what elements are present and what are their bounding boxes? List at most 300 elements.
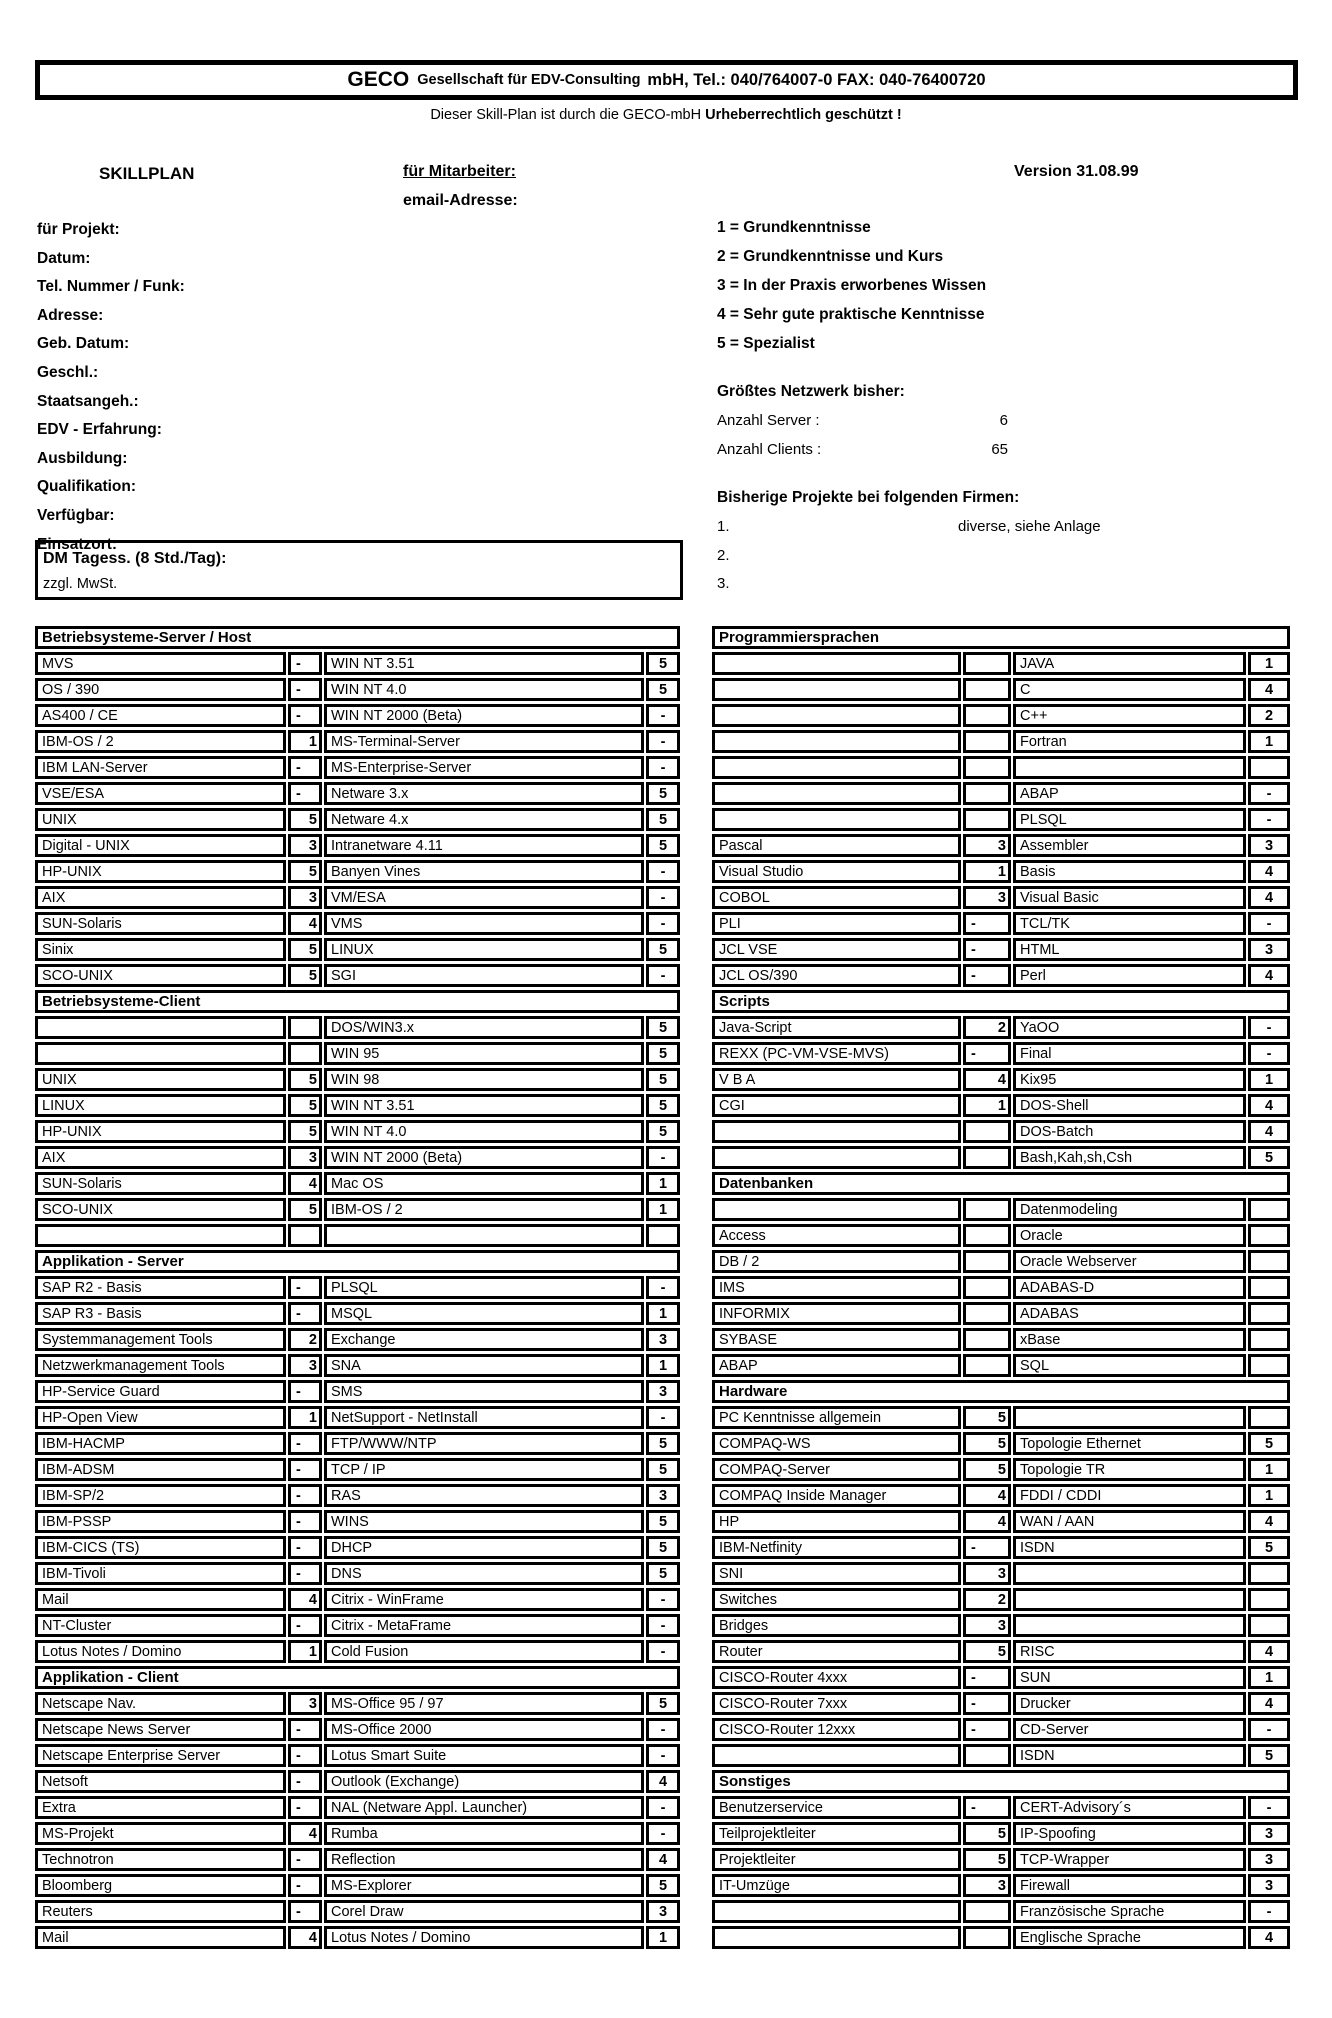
skill-name-cell: DHCP xyxy=(324,1536,644,1559)
skill-value-cell: - xyxy=(288,1458,322,1481)
skill-name-cell: Rumba xyxy=(324,1822,644,1845)
skill-value-cell: 2 xyxy=(1248,704,1290,727)
skill-name-cell: Citrix - WinFrame xyxy=(324,1588,644,1611)
skill-name-cell: WIN NT 3.51 xyxy=(324,652,644,675)
network-row-label: Anzahl Server : xyxy=(717,412,820,429)
skill-value-cell: 2 xyxy=(963,1588,1011,1611)
skill-name-cell: Reuters xyxy=(35,1900,286,1923)
skill-name-cell: MS-Office 95 / 97 xyxy=(324,1692,644,1715)
skill-value-cell: 1 xyxy=(1248,1068,1290,1091)
skill-value-cell: - xyxy=(288,1874,322,1897)
daily-rate-label: DM Tagess. (8 Std./Tag): xyxy=(43,550,227,567)
skill-value-cell: - xyxy=(288,782,322,805)
skill-name-cell: Visual Basic xyxy=(1013,886,1246,909)
skill-name-cell xyxy=(712,782,961,805)
skill-name-cell: VM/ESA xyxy=(324,886,644,909)
skill-value-cell: - xyxy=(1248,782,1290,805)
skill-value-cell xyxy=(963,730,1011,753)
skill-value-cell xyxy=(963,678,1011,701)
skill-name-cell: Extra xyxy=(35,1796,286,1819)
skill-value-cell: - xyxy=(288,652,322,675)
skill-name-cell: C++ xyxy=(1013,704,1246,727)
skill-name-cell: Visual Studio xyxy=(712,860,961,883)
skill-value-cell: 4 xyxy=(1248,860,1290,883)
section-header: Applikation - Server xyxy=(35,1250,680,1273)
skill-name-cell: DOS/WIN3.x xyxy=(324,1016,644,1039)
form-field-label: Tel. Nummer / Funk: xyxy=(37,278,185,296)
skill-value-cell: - xyxy=(288,1302,322,1325)
skill-value-cell: 1 xyxy=(963,1094,1011,1117)
skill-value-cell: 5 xyxy=(646,834,680,857)
skill-value-cell: 3 xyxy=(963,886,1011,909)
skill-value-cell: - xyxy=(963,1692,1011,1715)
skill-value-cell: - xyxy=(288,1848,322,1871)
skill-value-cell: - xyxy=(963,1796,1011,1819)
skill-value-cell: - xyxy=(646,912,680,935)
skill-value-cell: - xyxy=(1248,912,1290,935)
skill-value-cell xyxy=(1248,1198,1290,1221)
skill-name-cell: SMS xyxy=(324,1380,644,1403)
skill-name-cell: HTML xyxy=(1013,938,1246,961)
skill-name-cell: SQL xyxy=(1013,1354,1246,1377)
skill-name-cell: DOS-Batch xyxy=(1013,1120,1246,1143)
skill-value-cell xyxy=(963,1198,1011,1221)
skill-name-cell: Technotron xyxy=(35,1848,286,1871)
skill-name-cell: Final xyxy=(1013,1042,1246,1065)
skill-value-cell xyxy=(963,1276,1011,1299)
skill-value-cell: 5 xyxy=(963,1432,1011,1455)
skill-name-cell xyxy=(712,678,961,701)
section-header: Datenbanken xyxy=(712,1172,1290,1195)
skill-value-cell: 4 xyxy=(1248,1692,1290,1715)
form-field-label: Verfügbar: xyxy=(37,506,115,524)
skill-value-cell: - xyxy=(1248,1016,1290,1039)
skill-value-cell: 5 xyxy=(1248,1432,1290,1455)
skill-name-cell xyxy=(712,808,961,831)
skill-name-cell: TCP / IP xyxy=(324,1458,644,1481)
skill-name-cell: VMS xyxy=(324,912,644,935)
form-field-label: Geb. Datum: xyxy=(37,335,130,353)
skill-value-cell: - xyxy=(288,1536,322,1559)
skill-value-cell: 5 xyxy=(646,808,680,831)
copyright-bold-text: Urheberrechtlich geschützt ! xyxy=(705,107,902,123)
company-logo-text: GECO xyxy=(347,68,410,91)
skill-value-cell xyxy=(1248,1302,1290,1325)
skill-name-cell: FDDI / CDDI xyxy=(1013,1484,1246,1507)
skill-value-cell: - xyxy=(646,1822,680,1845)
legend-line: 2 = Grundkenntnisse und Kurs xyxy=(717,248,944,265)
skill-value-cell: 4 xyxy=(1248,1926,1290,1949)
skill-value-cell xyxy=(1248,1588,1290,1611)
network-row-value: 6 xyxy=(999,412,1008,429)
project-number: 3. xyxy=(717,575,730,592)
skill-value-cell xyxy=(963,1224,1011,1247)
skill-value-cell: 5 xyxy=(963,1640,1011,1663)
skill-value-cell xyxy=(1248,1328,1290,1351)
skill-value-cell: 5 xyxy=(646,1536,680,1559)
skill-name-cell: UNIX xyxy=(35,1068,286,1091)
skill-name-cell: WIN 98 xyxy=(324,1068,644,1091)
skill-name-cell: TCP-Wrapper xyxy=(1013,1848,1246,1871)
skill-value-cell: 3 xyxy=(288,886,322,909)
skill-value-cell xyxy=(963,1302,1011,1325)
skill-value-cell xyxy=(1248,1562,1290,1585)
skill-name-cell: IBM-Tivoli xyxy=(35,1562,286,1585)
form-field-label: Datum: xyxy=(37,249,91,267)
skill-name-cell: PC Kenntnisse allgemein xyxy=(712,1406,961,1429)
skill-value-cell: - xyxy=(1248,1796,1290,1819)
skill-name-cell: CISCO-Router 12xxx xyxy=(712,1718,961,1741)
skill-name-cell: COMPAQ-Server xyxy=(712,1458,961,1481)
skill-name-cell: Banyen Vines xyxy=(324,860,644,883)
skill-value-cell: - xyxy=(646,1640,680,1663)
skill-value-cell: 3 xyxy=(646,1484,680,1507)
skill-value-cell: 1 xyxy=(288,730,322,753)
skill-value-cell: 3 xyxy=(963,1562,1011,1585)
skill-name-cell: MS-Terminal-Server xyxy=(324,730,644,753)
skill-name-cell: SGI xyxy=(324,964,644,987)
skill-value-cell: 5 xyxy=(963,1848,1011,1871)
skill-name-cell: ABAP xyxy=(1013,782,1246,805)
skill-value-cell xyxy=(1248,1406,1290,1429)
project-number: 1. xyxy=(717,518,730,535)
form-field-label: Adresse: xyxy=(37,306,104,324)
skill-value-cell: 5 xyxy=(646,1042,680,1065)
skill-name-cell: Bloomberg xyxy=(35,1874,286,1897)
skill-name-cell: Oracle Webserver xyxy=(1013,1250,1246,1273)
skill-value-cell: 1 xyxy=(1248,1458,1290,1481)
skill-name-cell: Datenmodeling xyxy=(1013,1198,1246,1221)
skill-value-cell: - xyxy=(1248,808,1290,831)
skill-value-cell: 5 xyxy=(288,1120,322,1143)
skill-value-cell: 4 xyxy=(963,1510,1011,1533)
skill-value-cell: 1 xyxy=(963,860,1011,883)
skill-value-cell: 4 xyxy=(1248,964,1290,987)
skill-name-cell: Intranetware 4.11 xyxy=(324,834,644,857)
skill-value-cell: 5 xyxy=(288,964,322,987)
skill-name-cell: Kix95 xyxy=(1013,1068,1246,1091)
skill-value-cell: - xyxy=(963,1718,1011,1741)
skill-name-cell: Lotus Notes / Domino xyxy=(35,1640,286,1663)
skill-name-cell: IBM-CICS (TS) xyxy=(35,1536,286,1559)
skill-name-cell xyxy=(1013,756,1246,779)
skill-value-cell xyxy=(963,1120,1011,1143)
skill-value-cell xyxy=(288,1042,322,1065)
skill-value-cell: 1 xyxy=(646,1172,680,1195)
skill-name-cell: Outlook (Exchange) xyxy=(324,1770,644,1793)
skill-value-cell: 4 xyxy=(1248,678,1290,701)
skill-name-cell: Benutzerservice xyxy=(712,1796,961,1819)
skill-name-cell xyxy=(1013,1614,1246,1637)
skill-value-cell xyxy=(963,1146,1011,1169)
skill-value-cell: 5 xyxy=(646,1068,680,1091)
skill-value-cell: 3 xyxy=(646,1900,680,1923)
skill-value-cell: 3 xyxy=(288,1354,322,1377)
skill-name-cell: Firewall xyxy=(1013,1874,1246,1897)
skill-name-cell xyxy=(712,756,961,779)
skill-name-cell: MS-Office 2000 xyxy=(324,1718,644,1741)
skill-value-cell: - xyxy=(646,860,680,883)
skill-name-cell: FTP/WWW/NTP xyxy=(324,1432,644,1455)
skill-name-cell xyxy=(35,1042,286,1065)
skill-name-cell: PLSQL xyxy=(1013,808,1246,831)
skill-name-cell: SNI xyxy=(712,1562,961,1585)
skill-name-cell xyxy=(712,1926,961,1949)
skill-value-cell: - xyxy=(963,1666,1011,1689)
skill-name-cell: CISCO-Router 7xxx xyxy=(712,1692,961,1715)
skill-value-cell: - xyxy=(963,912,1011,935)
skill-name-cell: ISDN xyxy=(1013,1536,1246,1559)
personal-data-labels xyxy=(37,221,185,564)
skill-value-cell: 3 xyxy=(1248,938,1290,961)
legend-line: 4 = Sehr gute praktische Kenntnisse xyxy=(717,306,985,323)
skill-value-cell xyxy=(963,1926,1011,1949)
skill-name-cell: Topologie TR xyxy=(1013,1458,1246,1481)
skill-value-cell: - xyxy=(646,1718,680,1741)
skill-name-cell: SYBASE xyxy=(712,1328,961,1351)
skill-value-cell: 1 xyxy=(646,1198,680,1221)
skill-value-cell: 5 xyxy=(646,1562,680,1585)
skill-value-cell: 5 xyxy=(646,938,680,961)
skill-name-cell: Englische Sprache xyxy=(1013,1926,1246,1949)
skill-value-cell: 3 xyxy=(1248,1874,1290,1897)
skill-name-cell: ISDN xyxy=(1013,1744,1246,1767)
skill-value-cell: - xyxy=(288,1770,322,1793)
skill-name-cell xyxy=(35,1224,286,1247)
skill-name-cell: MVS xyxy=(35,652,286,675)
skill-value-cell: 5 xyxy=(646,1016,680,1039)
skill-name-cell: V B A xyxy=(712,1068,961,1091)
skill-name-cell xyxy=(712,652,961,675)
skill-name-cell xyxy=(1013,1406,1246,1429)
skill-value-cell: 3 xyxy=(288,1692,322,1715)
skill-value-cell: 2 xyxy=(288,1328,322,1351)
skill-value-cell: 5 xyxy=(646,1692,680,1715)
skill-value-cell: 3 xyxy=(646,1380,680,1403)
skill-value-cell: 5 xyxy=(646,1510,680,1533)
skill-value-cell xyxy=(1248,1614,1290,1637)
skill-name-cell: JCL VSE xyxy=(712,938,961,961)
skill-name-cell: Fortran xyxy=(1013,730,1246,753)
skill-name-cell: WIN NT 3.51 xyxy=(324,1094,644,1117)
skill-name-cell: WIN NT 2000 (Beta) xyxy=(324,1146,644,1169)
skill-name-cell: UNIX xyxy=(35,808,286,831)
skill-value-cell: - xyxy=(288,1614,322,1637)
skill-value-cell: 4 xyxy=(1248,886,1290,909)
form-field-label: Einsatzort: xyxy=(37,535,118,553)
skill-value-cell: 5 xyxy=(646,782,680,805)
skill-name-cell: Switches xyxy=(712,1588,961,1611)
skill-name-cell: WAN / AAN xyxy=(1013,1510,1246,1533)
skill-name-cell: Projektleiter xyxy=(712,1848,961,1871)
skill-value-cell: 3 xyxy=(1248,1822,1290,1845)
skill-value-cell: - xyxy=(288,1900,322,1923)
skill-value-cell xyxy=(1248,1276,1290,1299)
skill-value-cell: 1 xyxy=(288,1406,322,1429)
skill-name-cell: Mac OS xyxy=(324,1172,644,1195)
skill-name-cell: HP-Service Guard xyxy=(35,1380,286,1403)
skill-name-cell: PLI xyxy=(712,912,961,935)
skill-value-cell: 3 xyxy=(1248,1848,1290,1871)
skill-table-left xyxy=(35,626,680,1949)
skill-value-cell: 4 xyxy=(1248,1510,1290,1533)
skill-value-cell: - xyxy=(288,1510,322,1533)
skill-value-cell: 4 xyxy=(288,1588,322,1611)
skill-value-cell xyxy=(963,1744,1011,1767)
skill-name-cell: Reflection xyxy=(324,1848,644,1871)
skill-value-cell: 5 xyxy=(646,1432,680,1455)
skill-value-cell: 1 xyxy=(1248,730,1290,753)
skill-table-right xyxy=(712,626,1290,1949)
skill-value-cell: 1 xyxy=(1248,1484,1290,1507)
legend-line: 3 = In der Praxis erworbenes Wissen xyxy=(717,277,987,294)
skill-value-cell: 4 xyxy=(646,1770,680,1793)
skill-value-cell: - xyxy=(963,938,1011,961)
skill-value-cell: - xyxy=(646,730,680,753)
skill-name-cell: IP-Spoofing xyxy=(1013,1822,1246,1845)
skill-name-cell: Französische Sprache xyxy=(1013,1900,1246,1923)
network-section-title: Größtes Netzwerk bisher: xyxy=(717,383,905,400)
skill-value-cell: 4 xyxy=(1248,1094,1290,1117)
skill-value-cell xyxy=(288,1224,322,1247)
section-header: Applikation - Client xyxy=(35,1666,680,1689)
skill-name-cell: Bash,Kah,sh,Csh xyxy=(1013,1146,1246,1169)
skill-name-cell: Netware 4.x xyxy=(324,808,644,831)
skill-value-cell: 5 xyxy=(646,1874,680,1897)
skill-name-cell: MS-Projekt xyxy=(35,1822,286,1845)
skill-name-cell: Cold Fusion xyxy=(324,1640,644,1663)
skill-name-cell: ADABAS-D xyxy=(1013,1276,1246,1299)
skill-value-cell: - xyxy=(288,1380,322,1403)
skill-name-cell: SUN-Solaris xyxy=(35,912,286,935)
skill-value-cell xyxy=(288,1016,322,1039)
section-header: Hardware xyxy=(712,1380,1290,1403)
skill-name-cell: CERT-Advisory´s xyxy=(1013,1796,1246,1819)
skill-name-cell: Lotus Notes / Domino xyxy=(324,1926,644,1949)
project-number: 2. xyxy=(717,546,730,564)
version-label: Version 31.08.99 xyxy=(1014,163,1139,180)
skill-name-cell: ABAP xyxy=(712,1354,961,1377)
skill-value-cell: - xyxy=(288,678,322,701)
skill-value-cell: 5 xyxy=(963,1822,1011,1845)
skill-value-cell: - xyxy=(646,1796,680,1819)
skill-name-cell: Perl xyxy=(1013,964,1246,987)
skill-name-cell: OS / 390 xyxy=(35,678,286,701)
skill-value-cell: 4 xyxy=(288,1822,322,1845)
vat-note-label: zzgl. MwSt. xyxy=(43,576,118,592)
project-text: diverse, siehe Anlage xyxy=(958,518,1101,535)
skill-value-cell: 5 xyxy=(646,1094,680,1117)
skill-name-cell: Topologie Ethernet xyxy=(1013,1432,1246,1455)
skill-name-cell: Bridges xyxy=(712,1614,961,1637)
skill-name-cell: IBM-PSSP xyxy=(35,1510,286,1533)
skill-name-cell: DNS xyxy=(324,1562,644,1585)
skill-name-cell: MSQL xyxy=(324,1302,644,1325)
skill-value-cell: 3 xyxy=(288,1146,322,1169)
email-label: email-Adresse: xyxy=(403,192,518,209)
skill-value-cell: - xyxy=(646,1406,680,1429)
skill-name-cell: Sinix xyxy=(35,938,286,961)
skill-name-cell xyxy=(712,1744,961,1767)
skill-value-cell: 3 xyxy=(963,1614,1011,1637)
skill-value-cell: 1 xyxy=(1248,1666,1290,1689)
skill-name-cell: WIN 95 xyxy=(324,1042,644,1065)
skill-value-cell xyxy=(963,782,1011,805)
skill-name-cell xyxy=(712,1900,961,1923)
skill-value-cell xyxy=(1248,1224,1290,1247)
section-header: Betriebsysteme-Server / Host xyxy=(35,626,680,649)
skill-value-cell: - xyxy=(288,1484,322,1507)
skill-name-cell: WINS xyxy=(324,1510,644,1533)
rating-legend xyxy=(717,219,986,364)
skill-name-cell: WIN NT 2000 (Beta) xyxy=(324,704,644,727)
skill-value-cell: 5 xyxy=(646,1458,680,1481)
skill-name-cell: COMPAQ-WS xyxy=(712,1432,961,1455)
skill-name-cell: TCL/TK xyxy=(1013,912,1246,935)
skill-name-cell xyxy=(712,1120,961,1143)
skill-name-cell: VSE/ESA xyxy=(35,782,286,805)
skill-name-cell: Teilprojektleiter xyxy=(712,1822,961,1845)
skill-name-cell: Corel Draw xyxy=(324,1900,644,1923)
skill-value-cell: 5 xyxy=(1248,1744,1290,1767)
skill-value-cell xyxy=(646,1224,680,1247)
skill-name-cell xyxy=(712,730,961,753)
skill-value-cell: - xyxy=(646,1614,680,1637)
skill-name-cell xyxy=(712,1146,961,1169)
skill-name-cell: WIN NT 4.0 xyxy=(324,678,644,701)
skill-value-cell: 5 xyxy=(1248,1146,1290,1169)
skill-name-cell: SAP R3 - Basis xyxy=(35,1302,286,1325)
skill-name-cell: Drucker xyxy=(1013,1692,1246,1715)
skill-name-cell: Basis xyxy=(1013,860,1246,883)
skill-value-cell: 5 xyxy=(1248,1536,1290,1559)
skill-value-cell xyxy=(1248,1354,1290,1377)
skill-value-cell xyxy=(1248,756,1290,779)
skill-value-cell: 4 xyxy=(288,1172,322,1195)
skill-name-cell: COBOL xyxy=(712,886,961,909)
skill-value-cell: - xyxy=(288,1796,322,1819)
skill-value-cell xyxy=(963,652,1011,675)
copyright-text: Dieser Skill-Plan ist durch die GECO-mbH xyxy=(430,107,706,123)
skill-name-cell: IBM-OS / 2 xyxy=(35,730,286,753)
skill-value-cell: - xyxy=(288,1744,322,1767)
skill-name-cell: NT-Cluster xyxy=(35,1614,286,1637)
skill-name-cell: INFORMIX xyxy=(712,1302,961,1325)
skill-value-cell: 4 xyxy=(288,912,322,935)
skill-value-cell: - xyxy=(963,1042,1011,1065)
skill-name-cell: HP-UNIX xyxy=(35,1120,286,1143)
skill-name-cell: Access xyxy=(712,1224,961,1247)
skill-value-cell: 4 xyxy=(646,1848,680,1871)
skill-value-cell: - xyxy=(288,1718,322,1741)
skill-name-cell: IT-Umzüge xyxy=(712,1874,961,1897)
skill-value-cell: 5 xyxy=(288,808,322,831)
skill-name-cell: C xyxy=(1013,678,1246,701)
form-field-label: Staatsangeh.: xyxy=(37,392,139,410)
skill-name-cell: NetSupport - NetInstall xyxy=(324,1406,644,1429)
skill-value-cell: - xyxy=(1248,1900,1290,1923)
skill-name-cell: Netware 3.x xyxy=(324,782,644,805)
skill-value-cell xyxy=(963,1900,1011,1923)
skill-value-cell: 5 xyxy=(288,1198,322,1221)
skill-value-cell: 5 xyxy=(288,1094,322,1117)
skill-name-cell: PLSQL xyxy=(324,1276,644,1299)
skill-name-cell: CGI xyxy=(712,1094,961,1117)
skill-value-cell: 5 xyxy=(646,1120,680,1143)
skill-value-cell: 5 xyxy=(288,860,322,883)
skill-name-cell xyxy=(712,704,961,727)
skill-name-cell: Systemmanagement Tools xyxy=(35,1328,286,1351)
